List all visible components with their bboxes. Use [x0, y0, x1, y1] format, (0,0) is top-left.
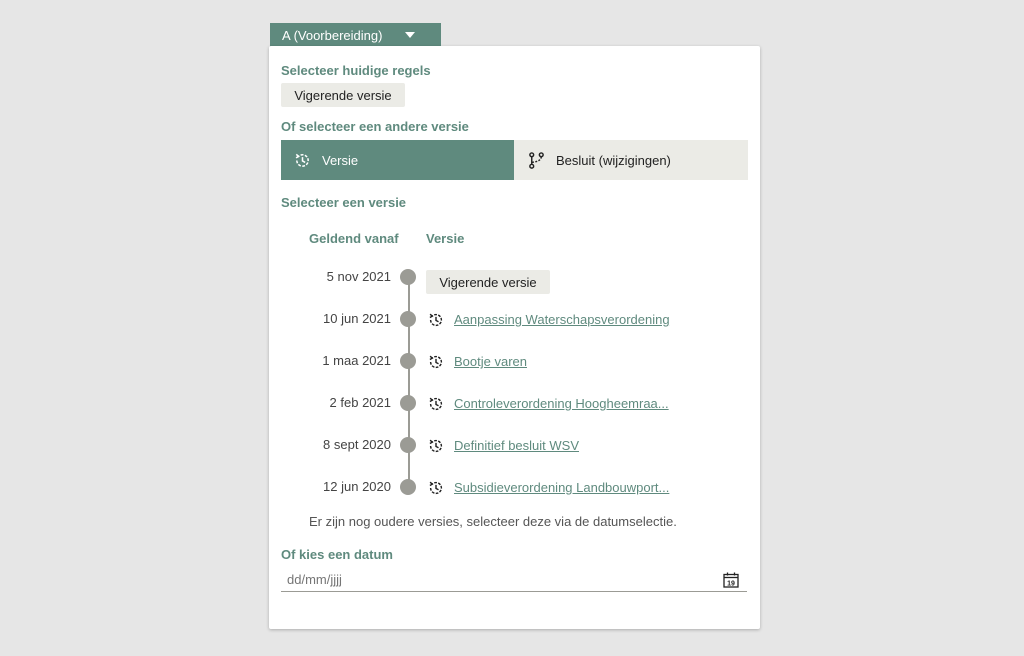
- column-header-version: Versie: [426, 231, 465, 246]
- history-icon: [293, 151, 312, 170]
- timeline-dot: [400, 437, 416, 453]
- caret-down-icon: [405, 32, 415, 38]
- timeline-date: 5 nov 2021: [326, 269, 391, 284]
- timeline-row: [269, 351, 760, 371]
- version-dropdown-label: A (Voorbereiding): [282, 27, 383, 43]
- version-type-tabs: [281, 140, 748, 180]
- version-link[interactable]: Subsidieverordening Landbouwport...: [454, 480, 670, 495]
- tab-besluit-label: Besluit (wijzigingen): [556, 152, 671, 168]
- older-versions-note: Er zijn nog oudere versies, selecteer deze via de datumselectie.: [309, 514, 677, 529]
- timeline-row: [269, 393, 760, 413]
- current-version-button[interactable]: Vigerende versie: [281, 83, 405, 107]
- current-rules-title: Selecteer huidige regels: [281, 63, 431, 78]
- version-link[interactable]: Definitief besluit WSV: [454, 438, 579, 453]
- timeline-date: 8 sept 2020: [323, 437, 391, 452]
- version-dropdown[interactable]: [270, 23, 441, 47]
- date-input[interactable]: [281, 568, 747, 592]
- tab-versie[interactable]: [281, 140, 514, 180]
- history-icon: [427, 479, 445, 497]
- column-header-date: Geldend vanaf: [309, 231, 399, 246]
- history-icon: [427, 311, 445, 329]
- timeline-date: 10 jun 2021: [323, 311, 391, 326]
- calendar-day: 19: [727, 580, 735, 588]
- timeline-row: [269, 435, 760, 455]
- version-link[interactable]: Aanpassing Waterschapsverordening: [454, 312, 670, 327]
- timeline-dot: [400, 353, 416, 369]
- version-link[interactable]: Controleverordening Hoogheemraa...: [454, 396, 669, 411]
- timeline-dot: [400, 395, 416, 411]
- history-icon: [427, 353, 445, 371]
- timeline-date: 1 maa 2021: [322, 353, 391, 368]
- timeline-dot: [400, 479, 416, 495]
- calendar-icon[interactable]: [723, 572, 739, 588]
- branch-icon: [527, 151, 546, 170]
- timeline-row: [269, 267, 760, 290]
- version-select-title: Selecteer een versie: [281, 195, 407, 210]
- timeline-date: 12 jun 2020: [323, 479, 391, 494]
- history-icon: [427, 395, 445, 413]
- tab-besluit[interactable]: [514, 140, 748, 180]
- date-pick-title: Of kies een datum: [281, 547, 393, 562]
- timeline-dot: [400, 269, 416, 285]
- version-link[interactable]: Bootje varen: [454, 354, 527, 369]
- timeline-date: 2 feb 2021: [329, 395, 391, 410]
- timeline-dot: [400, 311, 416, 327]
- other-version-title: Of selecteer een andere versie: [281, 119, 469, 134]
- history-icon: [427, 437, 445, 455]
- timeline-row: [269, 477, 760, 497]
- current-version-chip[interactable]: Vigerende versie: [426, 270, 550, 294]
- timeline-row: [269, 309, 760, 329]
- version-panel: [269, 46, 760, 629]
- tab-versie-label: Versie: [322, 152, 359, 168]
